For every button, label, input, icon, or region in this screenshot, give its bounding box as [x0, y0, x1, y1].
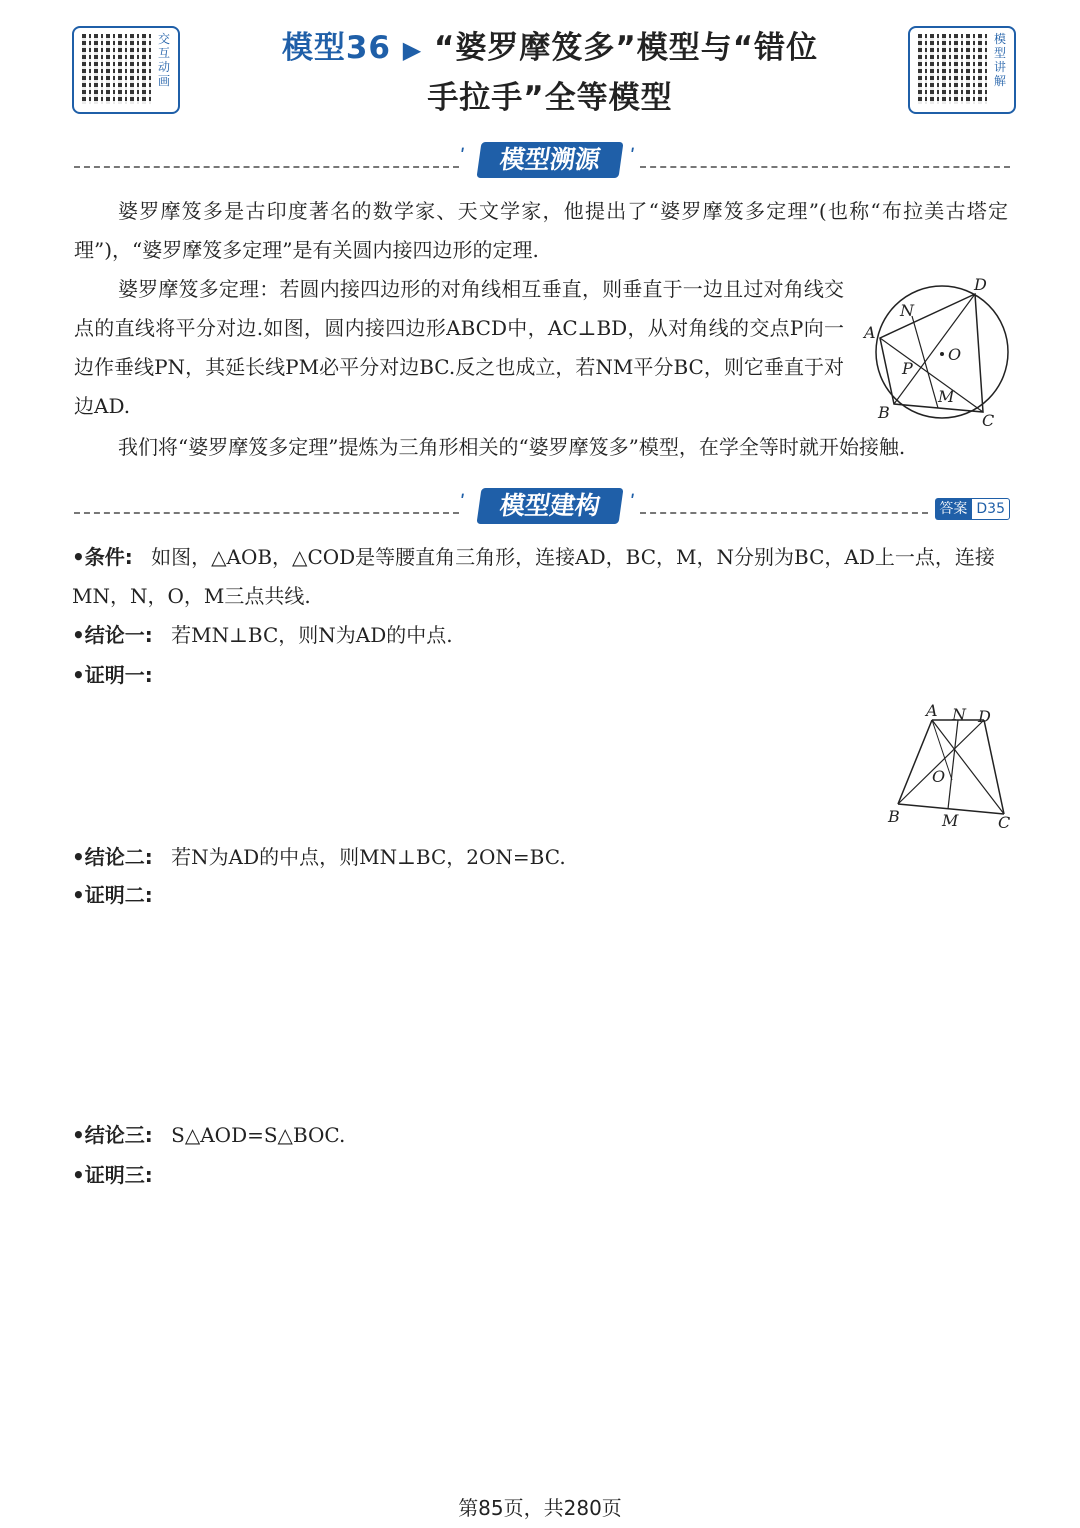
- condition-block: [72, 538, 1012, 616]
- answer-reference[interactable]: [935, 498, 1010, 520]
- conclusion-1-text: 若MN⊥BC，则N为AD的中点.: [171, 623, 453, 647]
- proof-2-label: •证明二:: [72, 883, 153, 907]
- proof-1: [72, 656, 1012, 695]
- page-title-line2: 手拉手”全等模型: [427, 80, 673, 116]
- proof-1-label: •证明一:: [72, 663, 153, 687]
- conclusion-1-label: •结论一:: [72, 623, 153, 647]
- conclusion-3-text: S△AOD=S△BOC.: [171, 1123, 346, 1147]
- tick-mark: ʹ: [630, 146, 636, 167]
- segment-dc: [984, 720, 1004, 814]
- label-B: B: [888, 807, 900, 826]
- label-A: A: [864, 323, 876, 342]
- title-model-number: 模型36: [281, 30, 391, 66]
- diagonal-ac: [880, 338, 983, 412]
- conclusion-3-label: •结论三:: [72, 1123, 153, 1147]
- tick-mark: ʹ: [460, 492, 466, 513]
- conclusion-3: [72, 1116, 1012, 1155]
- section-title-construct: 模型建构: [476, 488, 623, 524]
- play-triangle-icon: ▶: [402, 36, 423, 64]
- section-title-origin: 模型溯源: [476, 142, 623, 178]
- section-header-origin: [74, 142, 1010, 182]
- figure-cyclic-quadrilateral: [858, 272, 1018, 432]
- origin-paragraph-1: 婆罗摩笈多是古印度著名的数学家、天文学家，他提出了“婆罗摩笈多定理”(也称“布拉美古塔定理”)，“婆罗摩笈多定理”是有关圆内接四边形的定理.: [74, 199, 1008, 262]
- label-O: O: [932, 767, 946, 786]
- qr-label-animation: 交互动画: [158, 32, 171, 88]
- label-M: M: [942, 811, 959, 830]
- qr-label-explanation: 模型讲解: [994, 32, 1007, 88]
- tick-mark: ʹ: [630, 492, 636, 513]
- answer-label: 答案: [935, 498, 971, 520]
- label-N: N: [952, 705, 966, 724]
- qr-code-animation[interactable]: [72, 26, 180, 114]
- label-C: C: [998, 813, 1011, 832]
- segment-nm: [948, 720, 958, 809]
- label-A: A: [926, 701, 938, 720]
- label-D: D: [974, 275, 987, 294]
- label-M: M: [938, 387, 955, 406]
- answer-code: D35: [971, 498, 1010, 520]
- page-title-line1: [200, 22, 900, 67]
- conclusion-2: [72, 838, 1012, 877]
- title-text-line1: “婆罗摩笈多”模型与“错位: [434, 30, 819, 66]
- divider-left: [74, 166, 459, 168]
- label-P: P: [902, 359, 913, 378]
- tick-mark: ʹ: [460, 146, 466, 167]
- qr-code-image: [82, 34, 152, 104]
- origin-paragraph-2: 婆罗摩笈多定理：若圆内接四边形的对角线相互垂直，则垂直于一边且过对角线交点的直线将平分对边.如图，圆内接四边形ABCD中，AC⊥BD，从对角线的交点P向一边作垂线PN，其延长线PM必平分对边BC.反之也成立，若NM平分BC，则它垂直于对边AD.: [74, 277, 844, 418]
- line-nm: [912, 316, 938, 408]
- section-header-construct: [74, 488, 1010, 528]
- label-D: D: [978, 707, 991, 726]
- conclusion-2-label: •结论二:: [72, 845, 153, 869]
- divider-right: [640, 512, 928, 514]
- proof-2: [72, 876, 1012, 915]
- qr-code-image: [918, 34, 988, 104]
- label-C: C: [982, 411, 995, 430]
- segment-ab: [898, 720, 932, 804]
- condition-text: 如图，△AOB，△COD是等腰直角三角形，连接AD，BC，M，N分别为BC，AD上一点，连接MN，N，O，M三点共线.: [72, 545, 995, 608]
- page-number: 第85页，共280页: [458, 1496, 622, 1520]
- proof-3: [72, 1156, 1012, 1195]
- label-B: B: [878, 403, 890, 422]
- divider-right: [640, 166, 1010, 168]
- proof-3-label: •证明三:: [72, 1163, 153, 1187]
- figure-isosceles-right-triangles: [880, 696, 1020, 836]
- conclusion-2-text: 若N为AD的中点，则MN⊥BC，2ON=BC.: [171, 845, 566, 869]
- center-point: [940, 352, 944, 356]
- conclusion-1: [72, 616, 1012, 655]
- label-O: O: [948, 345, 962, 364]
- label-N: N: [900, 301, 914, 320]
- qr-code-explanation[interactable]: [908, 26, 1016, 114]
- origin-paragraph-3: 我们将“婆罗摩笈多定理”提炼为三角形相关的“婆罗摩笈多”模型，在学全等时就开始接触.: [118, 435, 906, 459]
- condition-label: •条件:: [72, 545, 133, 569]
- divider-left: [74, 512, 459, 514]
